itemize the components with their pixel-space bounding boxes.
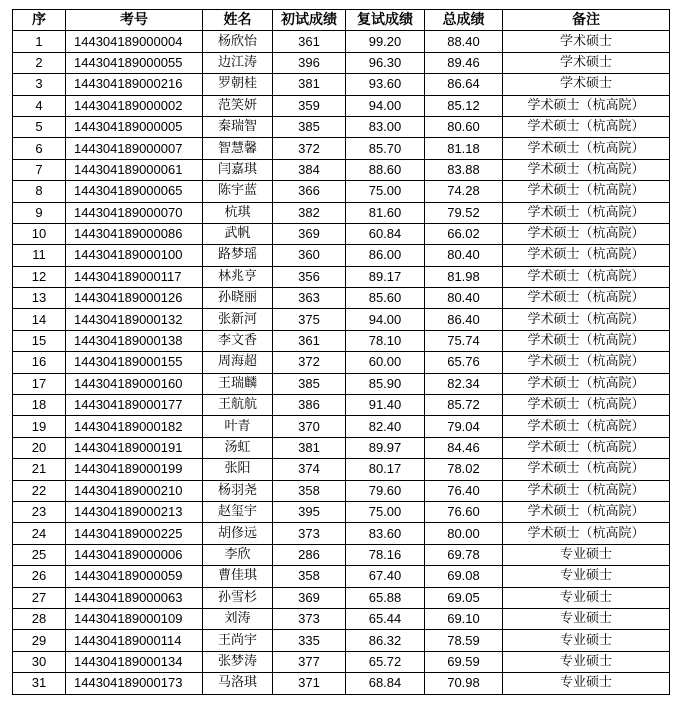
retest-score-cell: 99.20: [346, 31, 425, 52]
initial-score-cell: 385: [273, 373, 346, 394]
initial-score-cell: 370: [273, 416, 346, 437]
retest-score-cell: 93.60: [346, 74, 425, 95]
seq-cell: 26: [13, 566, 66, 587]
table-row: [13, 352, 670, 373]
remark-cell: 学术硕士（杭高院）: [503, 373, 670, 394]
retest-score-cell: 78.10: [346, 330, 425, 351]
initial-score-cell: 385: [273, 116, 346, 137]
remark-cell: 专业硕士: [503, 630, 670, 651]
initial-score-cell: 396: [273, 52, 346, 73]
remark-cell: 学术硕士（杭高院）: [503, 459, 670, 480]
total-score-cell: 66.02: [425, 223, 503, 244]
retest-score-cell: 68.84: [346, 673, 425, 694]
seq-cell: 20: [13, 437, 66, 458]
total-score-cell: 74.28: [425, 181, 503, 202]
retest-score-cell: 60.00: [346, 352, 425, 373]
exam-id-cell: 144304189000114: [66, 630, 203, 651]
remark-cell: 学术硕士（杭高院）: [503, 116, 670, 137]
seq-cell: 31: [13, 673, 66, 694]
initial-score-cell: 373: [273, 523, 346, 544]
remark-cell: 学术硕士（杭高院）: [503, 95, 670, 116]
exam-id-cell: 144304189000005: [66, 116, 203, 137]
total-score-cell: 75.74: [425, 330, 503, 351]
retest-score-cell: 89.17: [346, 266, 425, 287]
name-cell: 范笑妍: [203, 95, 273, 116]
retest-score-cell: 65.44: [346, 608, 425, 629]
remark-cell: 专业硕士: [503, 587, 670, 608]
header-retest-score: 复试成绩: [346, 10, 425, 31]
seq-cell: 11: [13, 245, 66, 266]
total-score-cell: 79.04: [425, 416, 503, 437]
name-cell: 张阳: [203, 459, 273, 480]
initial-score-cell: 373: [273, 608, 346, 629]
remark-cell: 学术硕士（杭高院）: [503, 501, 670, 522]
retest-score-cell: 86.00: [346, 245, 425, 266]
table-row: [13, 651, 670, 672]
total-score-cell: 80.00: [425, 523, 503, 544]
total-score-cell: 76.60: [425, 501, 503, 522]
total-score-cell: 69.78: [425, 544, 503, 565]
initial-score-cell: 375: [273, 309, 346, 330]
exam-id-cell: 144304189000160: [66, 373, 203, 394]
remark-cell: 学术硕士（杭高院）: [503, 223, 670, 244]
table-row: [13, 223, 670, 244]
remark-cell: 学术硕士（杭高院）: [503, 330, 670, 351]
total-score-cell: 79.52: [425, 202, 503, 223]
header-total-score: 总成绩: [425, 10, 503, 31]
initial-score-cell: 335: [273, 630, 346, 651]
seq-cell: 25: [13, 544, 66, 565]
seq-cell: 6: [13, 138, 66, 159]
table-row: [13, 523, 670, 544]
remark-cell: 专业硕士: [503, 651, 670, 672]
table-row: [13, 673, 670, 694]
exam-id-cell: 144304189000210: [66, 480, 203, 501]
header-initial-score: 初试成绩: [273, 10, 346, 31]
remark-cell: 学术硕士（杭高院）: [503, 309, 670, 330]
remark-cell: 学术硕士（杭高院）: [503, 181, 670, 202]
total-score-cell: 80.40: [425, 288, 503, 309]
exam-id-cell: 144304189000002: [66, 95, 203, 116]
exam-id-cell: 144304189000061: [66, 159, 203, 180]
table-row: [13, 74, 670, 95]
name-cell: 赵玺宇: [203, 501, 273, 522]
name-cell: 曹佳琪: [203, 566, 273, 587]
exam-id-cell: 144304189000132: [66, 309, 203, 330]
table-row: [13, 566, 670, 587]
remark-cell: 学术硕士: [503, 52, 670, 73]
initial-score-cell: 361: [273, 31, 346, 52]
remark-cell: 学术硕士（杭高院）: [503, 352, 670, 373]
retest-score-cell: 79.60: [346, 480, 425, 501]
retest-score-cell: 65.72: [346, 651, 425, 672]
name-cell: 汤虹: [203, 437, 273, 458]
exam-id-cell: 144304189000055: [66, 52, 203, 73]
exam-id-cell: 144304189000070: [66, 202, 203, 223]
initial-score-cell: 377: [273, 651, 346, 672]
total-score-cell: 85.72: [425, 395, 503, 416]
name-cell: 叶青: [203, 416, 273, 437]
retest-score-cell: 96.30: [346, 52, 425, 73]
initial-score-cell: 386: [273, 395, 346, 416]
remark-cell: 学术硕士（杭高院）: [503, 245, 670, 266]
name-cell: 胡俢远: [203, 523, 273, 544]
table-row: [13, 52, 670, 73]
initial-score-cell: 286: [273, 544, 346, 565]
table-row: [13, 544, 670, 565]
seq-cell: 23: [13, 501, 66, 522]
name-cell: 闫嘉琪: [203, 159, 273, 180]
remark-cell: 专业硕士: [503, 566, 670, 587]
name-cell: 李文香: [203, 330, 273, 351]
remark-cell: 学术硕士（杭高院）: [503, 395, 670, 416]
score-table: [12, 9, 670, 695]
total-score-cell: 81.18: [425, 138, 503, 159]
total-score-cell: 85.12: [425, 95, 503, 116]
table-row: [13, 245, 670, 266]
retest-score-cell: 85.70: [346, 138, 425, 159]
table-row: [13, 501, 670, 522]
retest-score-cell: 65.88: [346, 587, 425, 608]
seq-cell: 15: [13, 330, 66, 351]
header-name: 姓名: [203, 10, 273, 31]
initial-score-cell: 371: [273, 673, 346, 694]
name-cell: 杭琪: [203, 202, 273, 223]
retest-score-cell: 85.90: [346, 373, 425, 394]
total-score-cell: 65.76: [425, 352, 503, 373]
exam-id-cell: 144304189000155: [66, 352, 203, 373]
remark-cell: 学术硕士（杭高院）: [503, 159, 670, 180]
seq-cell: 18: [13, 395, 66, 416]
initial-score-cell: 372: [273, 352, 346, 373]
retest-score-cell: 83.00: [346, 116, 425, 137]
seq-cell: 4: [13, 95, 66, 116]
remark-cell: 学术硕士（杭高院）: [503, 480, 670, 501]
exam-id-cell: 144304189000109: [66, 608, 203, 629]
seq-cell: 17: [13, 373, 66, 394]
seq-cell: 21: [13, 459, 66, 480]
table-row: [13, 608, 670, 629]
name-cell: 杨羽尧: [203, 480, 273, 501]
exam-id-cell: 144304189000059: [66, 566, 203, 587]
total-score-cell: 88.40: [425, 31, 503, 52]
retest-score-cell: 75.00: [346, 181, 425, 202]
table-row: [13, 587, 670, 608]
exam-id-cell: 144304189000065: [66, 181, 203, 202]
seq-cell: 22: [13, 480, 66, 501]
retest-score-cell: 88.60: [346, 159, 425, 180]
table-row: [13, 416, 670, 437]
initial-score-cell: 360: [273, 245, 346, 266]
total-score-cell: 69.10: [425, 608, 503, 629]
name-cell: 马洛琪: [203, 673, 273, 694]
remark-cell: 专业硕士: [503, 673, 670, 694]
seq-cell: 14: [13, 309, 66, 330]
exam-id-cell: 144304189000007: [66, 138, 203, 159]
name-cell: 孙晓丽: [203, 288, 273, 309]
name-cell: 智慧馨: [203, 138, 273, 159]
table-row: [13, 373, 670, 394]
remark-cell: 学术硕士: [503, 74, 670, 95]
total-score-cell: 70.98: [425, 673, 503, 694]
total-score-cell: 80.60: [425, 116, 503, 137]
initial-score-cell: 381: [273, 74, 346, 95]
retest-score-cell: 82.40: [346, 416, 425, 437]
total-score-cell: 69.05: [425, 587, 503, 608]
name-cell: 张新河: [203, 309, 273, 330]
total-score-cell: 69.08: [425, 566, 503, 587]
remark-cell: 学术硕士（杭高院）: [503, 437, 670, 458]
table-row: [13, 459, 670, 480]
initial-score-cell: 374: [273, 459, 346, 480]
initial-score-cell: 384: [273, 159, 346, 180]
table-row: [13, 437, 670, 458]
exam-id-cell: 144304189000134: [66, 651, 203, 672]
retest-score-cell: 91.40: [346, 395, 425, 416]
exam-id-cell: 144304189000006: [66, 544, 203, 565]
remark-cell: 专业硕士: [503, 544, 670, 565]
retest-score-cell: 81.60: [346, 202, 425, 223]
header-seq: 序: [13, 10, 66, 31]
remark-cell: 学术硕士: [503, 31, 670, 52]
seq-cell: 5: [13, 116, 66, 137]
header-exam-id: 考号: [66, 10, 203, 31]
table-row: [13, 138, 670, 159]
initial-score-cell: 359: [273, 95, 346, 116]
seq-cell: 9: [13, 202, 66, 223]
table-body: [13, 31, 670, 694]
total-score-cell: 81.98: [425, 266, 503, 287]
table-row: [13, 95, 670, 116]
retest-score-cell: 75.00: [346, 501, 425, 522]
exam-id-cell: 144304189000216: [66, 74, 203, 95]
retest-score-cell: 83.60: [346, 523, 425, 544]
table-row: [13, 159, 670, 180]
total-score-cell: 78.02: [425, 459, 503, 480]
table-row: [13, 395, 670, 416]
retest-score-cell: 85.60: [346, 288, 425, 309]
name-cell: 罗朝桂: [203, 74, 273, 95]
initial-score-cell: 369: [273, 587, 346, 608]
name-cell: 杨欣怡: [203, 31, 273, 52]
exam-id-cell: 144304189000086: [66, 223, 203, 244]
name-cell: 张梦涛: [203, 651, 273, 672]
table-row: [13, 630, 670, 651]
initial-score-cell: 358: [273, 566, 346, 587]
retest-score-cell: 86.32: [346, 630, 425, 651]
seq-cell: 2: [13, 52, 66, 73]
seq-cell: 13: [13, 288, 66, 309]
name-cell: 路梦瑶: [203, 245, 273, 266]
total-score-cell: 82.34: [425, 373, 503, 394]
initial-score-cell: 356: [273, 266, 346, 287]
seq-cell: 24: [13, 523, 66, 544]
retest-score-cell: 78.16: [346, 544, 425, 565]
seq-cell: 29: [13, 630, 66, 651]
exam-id-cell: 144304189000004: [66, 31, 203, 52]
name-cell: 武帆: [203, 223, 273, 244]
retest-score-cell: 67.40: [346, 566, 425, 587]
total-score-cell: 89.46: [425, 52, 503, 73]
remark-cell: 专业硕士: [503, 608, 670, 629]
name-cell: 王瑞麟: [203, 373, 273, 394]
name-cell: 陈宇蓝: [203, 181, 273, 202]
name-cell: 周海超: [203, 352, 273, 373]
name-cell: 王航航: [203, 395, 273, 416]
initial-score-cell: 361: [273, 330, 346, 351]
exam-id-cell: 144304189000126: [66, 288, 203, 309]
retest-score-cell: 94.00: [346, 309, 425, 330]
seq-cell: 27: [13, 587, 66, 608]
exam-id-cell: 144304189000199: [66, 459, 203, 480]
remark-cell: 学术硕士（杭高院）: [503, 523, 670, 544]
retest-score-cell: 80.17: [346, 459, 425, 480]
remark-cell: 学术硕士（杭高院）: [503, 416, 670, 437]
exam-id-cell: 144304189000063: [66, 587, 203, 608]
initial-score-cell: 369: [273, 223, 346, 244]
remark-cell: 学术硕士（杭高院）: [503, 202, 670, 223]
seq-cell: 28: [13, 608, 66, 629]
name-cell: 王尚宇: [203, 630, 273, 651]
table-row: [13, 266, 670, 287]
header-remark: 备注: [503, 10, 670, 31]
exam-id-cell: 144304189000182: [66, 416, 203, 437]
table-row: [13, 309, 670, 330]
table-row: [13, 202, 670, 223]
name-cell: 刘涛: [203, 608, 273, 629]
remark-cell: 学术硕士（杭高院）: [503, 138, 670, 159]
total-score-cell: 78.59: [425, 630, 503, 651]
name-cell: 孙雪杉: [203, 587, 273, 608]
initial-score-cell: 366: [273, 181, 346, 202]
seq-cell: 12: [13, 266, 66, 287]
retest-score-cell: 60.84: [346, 223, 425, 244]
name-cell: 边江涛: [203, 52, 273, 73]
retest-score-cell: 94.00: [346, 95, 425, 116]
initial-score-cell: 372: [273, 138, 346, 159]
initial-score-cell: 358: [273, 480, 346, 501]
seq-cell: 19: [13, 416, 66, 437]
retest-score-cell: 89.97: [346, 437, 425, 458]
initial-score-cell: 381: [273, 437, 346, 458]
exam-id-cell: 144304189000138: [66, 330, 203, 351]
table-row: [13, 330, 670, 351]
initial-score-cell: 363: [273, 288, 346, 309]
total-score-cell: 84.46: [425, 437, 503, 458]
remark-cell: 学术硕士（杭高院）: [503, 288, 670, 309]
table-row: [13, 480, 670, 501]
total-score-cell: 76.40: [425, 480, 503, 501]
exam-id-cell: 144304189000177: [66, 395, 203, 416]
total-score-cell: 83.88: [425, 159, 503, 180]
exam-id-cell: 144304189000117: [66, 266, 203, 287]
initial-score-cell: 395: [273, 501, 346, 522]
table-row: [13, 31, 670, 52]
total-score-cell: 86.64: [425, 74, 503, 95]
seq-cell: 3: [13, 74, 66, 95]
seq-cell: 7: [13, 159, 66, 180]
table-row: [13, 181, 670, 202]
total-score-cell: 69.59: [425, 651, 503, 672]
total-score-cell: 80.40: [425, 245, 503, 266]
header-row: [13, 10, 670, 31]
exam-id-cell: 144304189000213: [66, 501, 203, 522]
seq-cell: 8: [13, 181, 66, 202]
exam-id-cell: 144304189000225: [66, 523, 203, 544]
seq-cell: 10: [13, 223, 66, 244]
table-row: [13, 288, 670, 309]
remark-cell: 学术硕士（杭高院）: [503, 266, 670, 287]
seq-cell: 30: [13, 651, 66, 672]
table-row: [13, 116, 670, 137]
seq-cell: 1: [13, 31, 66, 52]
name-cell: 林兆亨: [203, 266, 273, 287]
name-cell: 李欣: [203, 544, 273, 565]
total-score-cell: 86.40: [425, 309, 503, 330]
exam-id-cell: 144304189000191: [66, 437, 203, 458]
name-cell: 秦瑞智: [203, 116, 273, 137]
exam-id-cell: 144304189000100: [66, 245, 203, 266]
initial-score-cell: 382: [273, 202, 346, 223]
exam-id-cell: 144304189000173: [66, 673, 203, 694]
seq-cell: 16: [13, 352, 66, 373]
